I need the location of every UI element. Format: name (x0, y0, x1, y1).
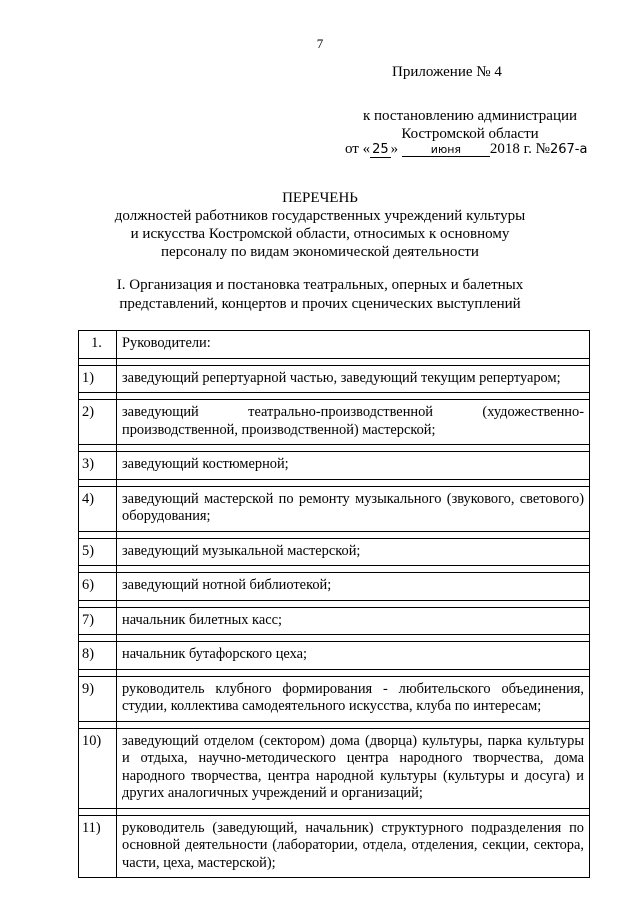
table-row (79, 400, 590, 445)
spacer-cell (117, 669, 590, 676)
spacer-cell (117, 635, 590, 642)
spacer-cell (117, 531, 590, 538)
date-month: июня (402, 143, 490, 157)
section-line-1: I. Организация и постановка театральных, оперных и балетных (116, 277, 524, 293)
spacer-cell (117, 721, 590, 728)
group-title: Руководители: (117, 331, 590, 359)
table-row (79, 573, 590, 601)
positions-table (78, 330, 590, 878)
spacer-cell (79, 721, 117, 728)
date-quote-close: » (390, 141, 399, 157)
table-row (79, 676, 590, 721)
decree-line-1: к постановлению администрации (362, 108, 578, 124)
row-number: 10) (79, 728, 117, 808)
row-number: 3) (79, 452, 117, 480)
row-text: заведующий нотной библиотекой; (117, 573, 590, 601)
spacer-cell (79, 669, 117, 676)
row-text: заведующий костюмерной; (117, 452, 590, 480)
title-heading: ПЕРЕЧЕНЬ (282, 190, 358, 206)
section-line-2: представлений, концертов и прочих сценических выступлений (119, 296, 521, 312)
row-spacer (79, 445, 590, 452)
spacer-cell (79, 445, 117, 452)
decree-line-2: Костромской области (401, 126, 539, 142)
spacer-cell (79, 393, 117, 400)
row-text: начальник билетных касс; (117, 607, 590, 635)
row-number: 5) (79, 538, 117, 566)
spacer-cell (117, 566, 590, 573)
decree-date (345, 141, 587, 158)
row-number: 4) (79, 486, 117, 531)
row-number: 6) (79, 573, 117, 601)
table-row (79, 365, 590, 393)
row-spacer (79, 566, 590, 573)
row-spacer (79, 808, 590, 815)
spacer-cell (79, 566, 117, 573)
spacer-cell (79, 358, 117, 365)
decree-number: 267-а (549, 142, 588, 157)
decree-reference (350, 107, 590, 143)
table-row (79, 642, 590, 670)
spacer-cell (117, 358, 590, 365)
row-number: 9) (79, 676, 117, 721)
page-number: 7 (316, 36, 324, 51)
table-row (79, 486, 590, 531)
row-spacer (79, 479, 590, 486)
row-spacer (79, 635, 590, 642)
table-row (79, 607, 590, 635)
row-text: заведующий музыкальной мастерской; (117, 538, 590, 566)
table-row (79, 538, 590, 566)
title-line-1: должностей работников государственных учреждений культуры (114, 208, 526, 224)
row-text: руководитель клубного формирования - любительского объединения, студии, коллектива самодеятельного искусства, клуба по интересам; (117, 676, 590, 721)
row-number: 8) (79, 642, 117, 670)
row-text: заведующий отделом (сектором) дома (дворца) культуры, парка культуры и отдыха, научно-методического центра народного творчества, дома народного творчества, центра народной культуры (культуры и досуга) и других аналогичных учреждений и организаций; (117, 728, 590, 808)
spacer-cell (79, 808, 117, 815)
row-number: 7) (79, 607, 117, 635)
row-text: заведующий репертуарной частью, заведующий текущим репертуаром; (117, 365, 590, 393)
group-row (79, 331, 590, 359)
row-spacer (79, 531, 590, 538)
table-row (79, 815, 590, 878)
group-number: 1. (79, 331, 117, 359)
spacer-cell (117, 393, 590, 400)
row-number: 1) (79, 365, 117, 393)
row-spacer (79, 358, 590, 365)
title-line-2: и искусства Костромской области, относимых к основному (130, 226, 510, 242)
title-line-3: персоналу по видам экономической деятельности (161, 244, 479, 260)
spacer-cell (79, 635, 117, 642)
table-row (79, 728, 590, 808)
document-title (70, 189, 570, 261)
table-row (79, 452, 590, 480)
spacer-cell (117, 479, 590, 486)
row-spacer (79, 721, 590, 728)
spacer-cell (117, 808, 590, 815)
row-text: заведующий мастерской по ремонту музыкального (звукового, светового) оборудования; (117, 486, 590, 531)
annex-label: Приложение № 4 (392, 64, 502, 80)
row-number: 11) (79, 815, 117, 878)
row-text: заведующий театрально-производственной (художественно-производственной, производственной) мастерской; (117, 400, 590, 445)
spacer-cell (79, 479, 117, 486)
spacer-cell (79, 600, 117, 607)
row-spacer (79, 600, 590, 607)
spacer-cell (117, 600, 590, 607)
row-spacer (79, 393, 590, 400)
spacer-cell (79, 531, 117, 538)
date-year: 2018 г. № (489, 141, 550, 157)
row-text: руководитель (заведующий, начальник) структурного подразделения по основной деятельности (лаборатории, отдела, отделения, секции, сектора, части, цеха, мастерской); (117, 815, 590, 878)
row-spacer (79, 669, 590, 676)
row-text: начальник бутафорского цеха; (117, 642, 590, 670)
date-prefix: от « (345, 141, 371, 157)
date-day: 25 (372, 142, 389, 157)
row-number: 2) (79, 400, 117, 445)
spacer-cell (117, 445, 590, 452)
section-heading (60, 276, 580, 314)
